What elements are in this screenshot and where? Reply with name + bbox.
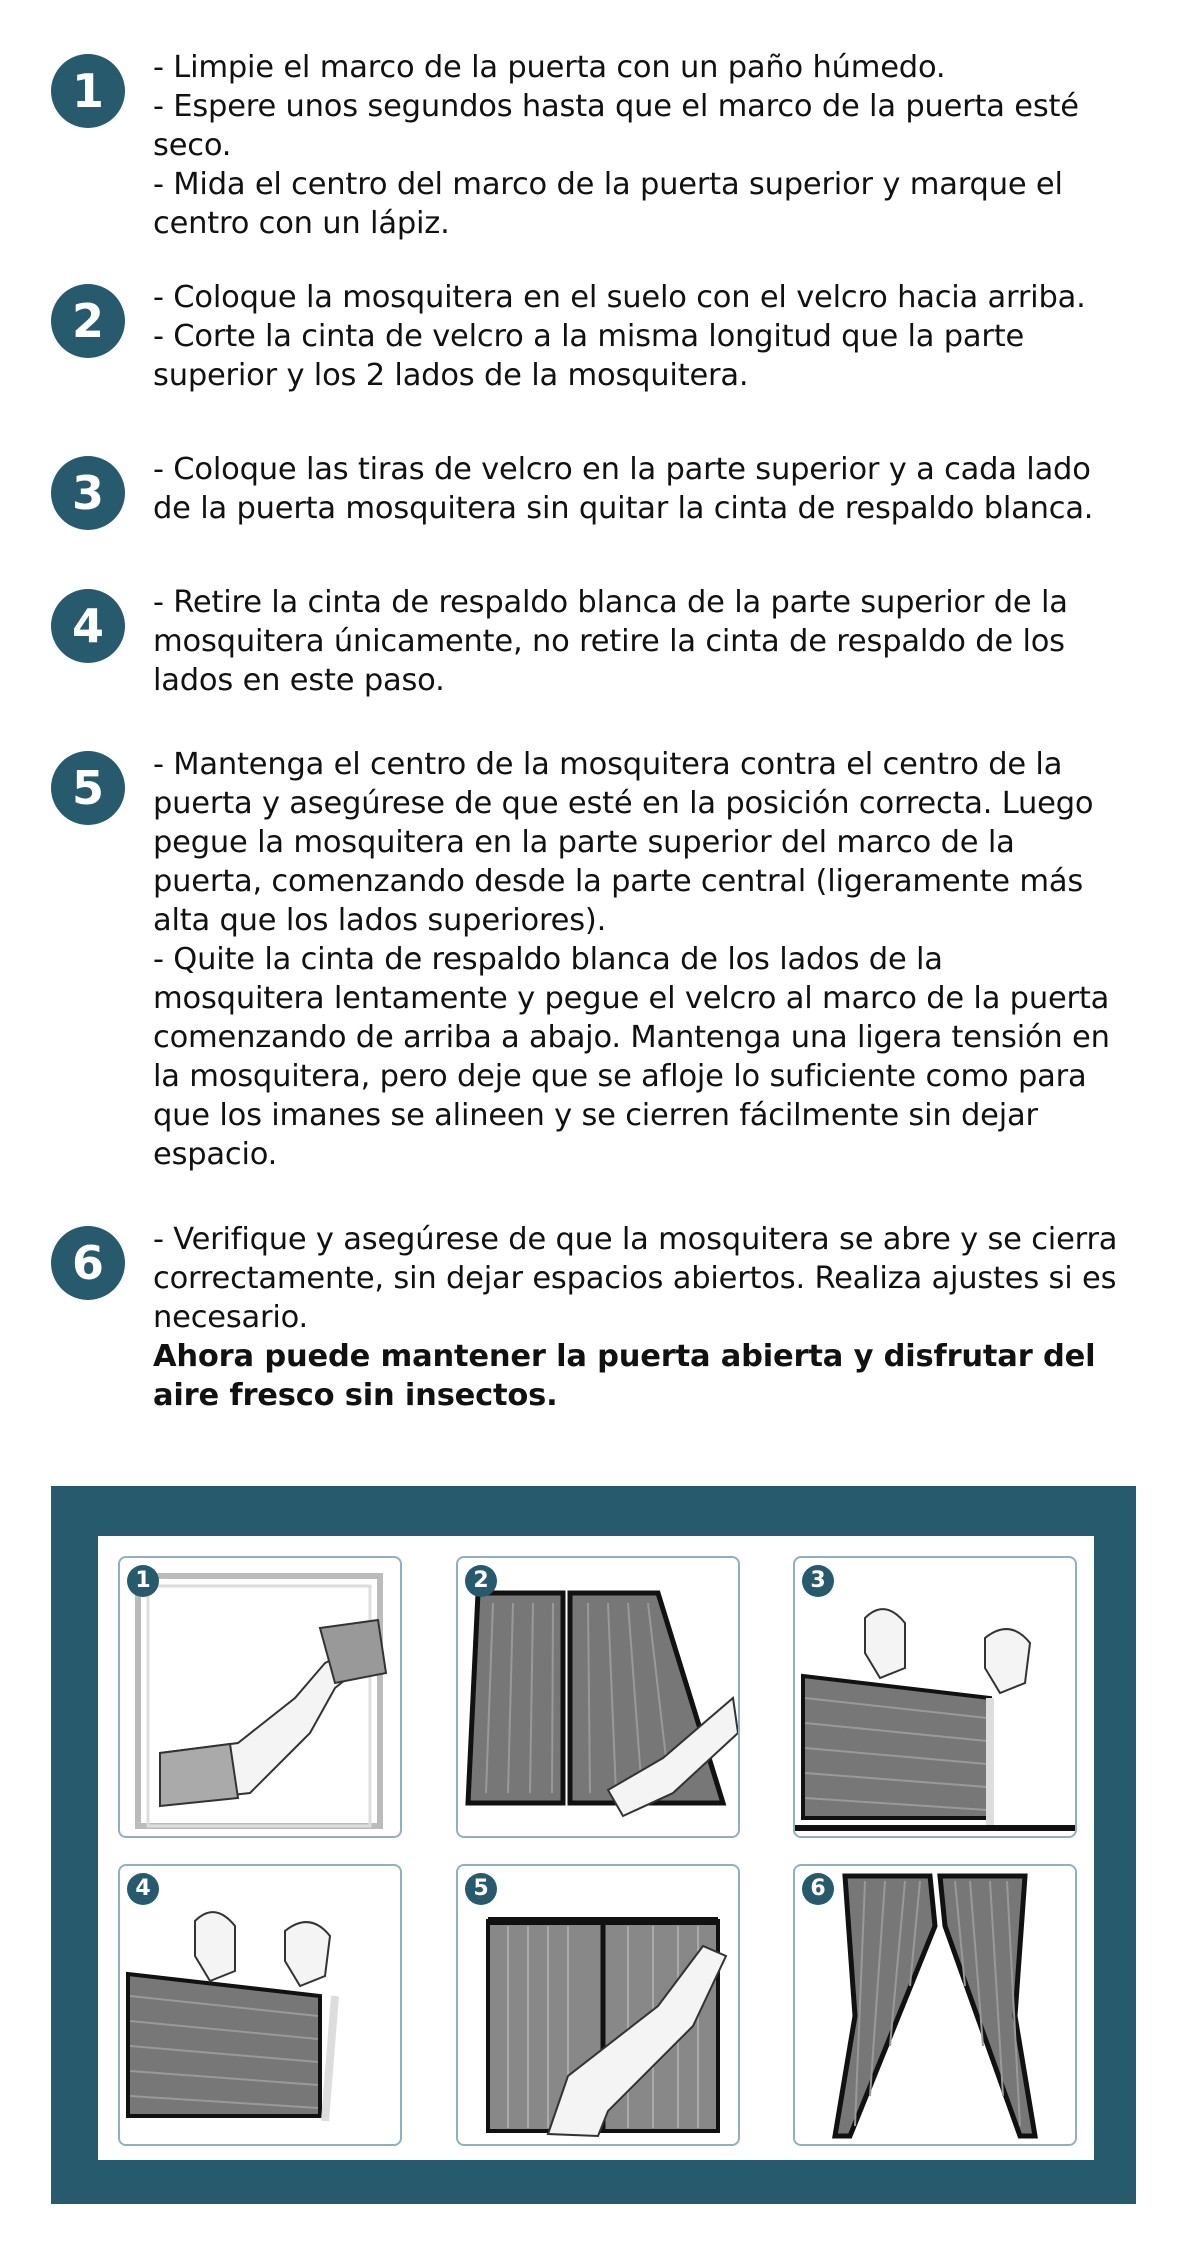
- illustration-number: 1: [127, 1565, 159, 1597]
- step-text: [153, 745, 1118, 1174]
- step-text: [153, 583, 1118, 700]
- step-number-badge: 6: [51, 1226, 125, 1300]
- closing-statement: Ahora puede mantener la puerta abierta y disfrutar del aire fresco sin insectos.: [153, 1339, 1096, 1413]
- finished-screen-illustration: [793, 1864, 1077, 2146]
- step-number-badge: 4: [51, 589, 125, 663]
- step-line: - Coloque la mosquitera en el suelo con el velcro hacia arriba.: [153, 280, 1086, 315]
- step-number-badge: 5: [51, 751, 125, 825]
- step-line: - Mantenga el centro de la mosquitera contra el centro de la puerta y asegúrese de que esté en la posición correcta. Luego pegue la mosquitera en la parte superior del marco de la puerta, comenzando desde la parte central (ligeramente más alta que los lados superiores).: [153, 747, 1094, 938]
- step-number-badge: 1: [51, 54, 125, 128]
- step-text: [153, 1220, 1118, 1415]
- illustration-number: 2: [465, 1565, 497, 1597]
- illustration-number: 5: [465, 1873, 497, 1905]
- step-line: - Quite la cinta de respaldo blanca de los lados de la mosquitera lentamente y pegue el velcro al marco de la puerta comenzando de arriba a abajo. Mantenga una ligera tensión en la mosquitera, pero deje que se afloje lo suficiente como para que los imanes se alineen y se cierren fácilmente sin dejar espacio.: [153, 942, 1110, 1172]
- wipe-frame-illustration: [118, 1556, 402, 1838]
- step-line: - Verifique y asegúrese de que la mosquitera se abre y se cierra correctamente, sin dejar espacios abiertos. Realiza ajustes si es necesario.: [153, 1222, 1118, 1335]
- illustration-panel: [51, 1486, 1136, 2204]
- step-line: - Mida el centro del marco de la puerta superior y marque el centro con un lápiz.: [153, 167, 1063, 241]
- step-line: - Retire la cinta de respaldo blanca de la parte superior de la mosquitera únicamente, no retire la cinta de respaldo de los lados en este paso.: [153, 585, 1068, 698]
- illustration-number: 6: [802, 1873, 834, 1905]
- step-text: [153, 278, 1118, 395]
- illustration-number: 4: [127, 1873, 159, 1905]
- stick-screen-illustration: [456, 1864, 740, 2146]
- illustration-number: 3: [802, 1565, 834, 1597]
- step-line: - Corte la cinta de velcro a la misma longitud que la parte superior y los 2 lados de la mosquitera.: [153, 319, 1025, 393]
- step-number-badge: 3: [51, 456, 125, 530]
- step-text: [153, 450, 1118, 528]
- step-line: - Espere unos segundos hasta que el marco de la puerta esté seco.: [153, 89, 1079, 163]
- step-line: - Limpie el marco de la puerta con un paño húmedo.: [153, 50, 946, 85]
- step-text: [153, 48, 1118, 243]
- cut-velcro-illustration: [456, 1556, 740, 1838]
- step-line: - Coloque las tiras de velcro en la parte superior y a cada lado de la puerta mosquitera sin quitar la cinta de respaldo blanca.: [153, 452, 1094, 526]
- illustration-grid: [98, 1536, 1094, 2160]
- step-number-badge: 2: [51, 284, 125, 358]
- place-velcro-illustration: [793, 1556, 1077, 1838]
- remove-backing-illustration: [118, 1864, 402, 2146]
